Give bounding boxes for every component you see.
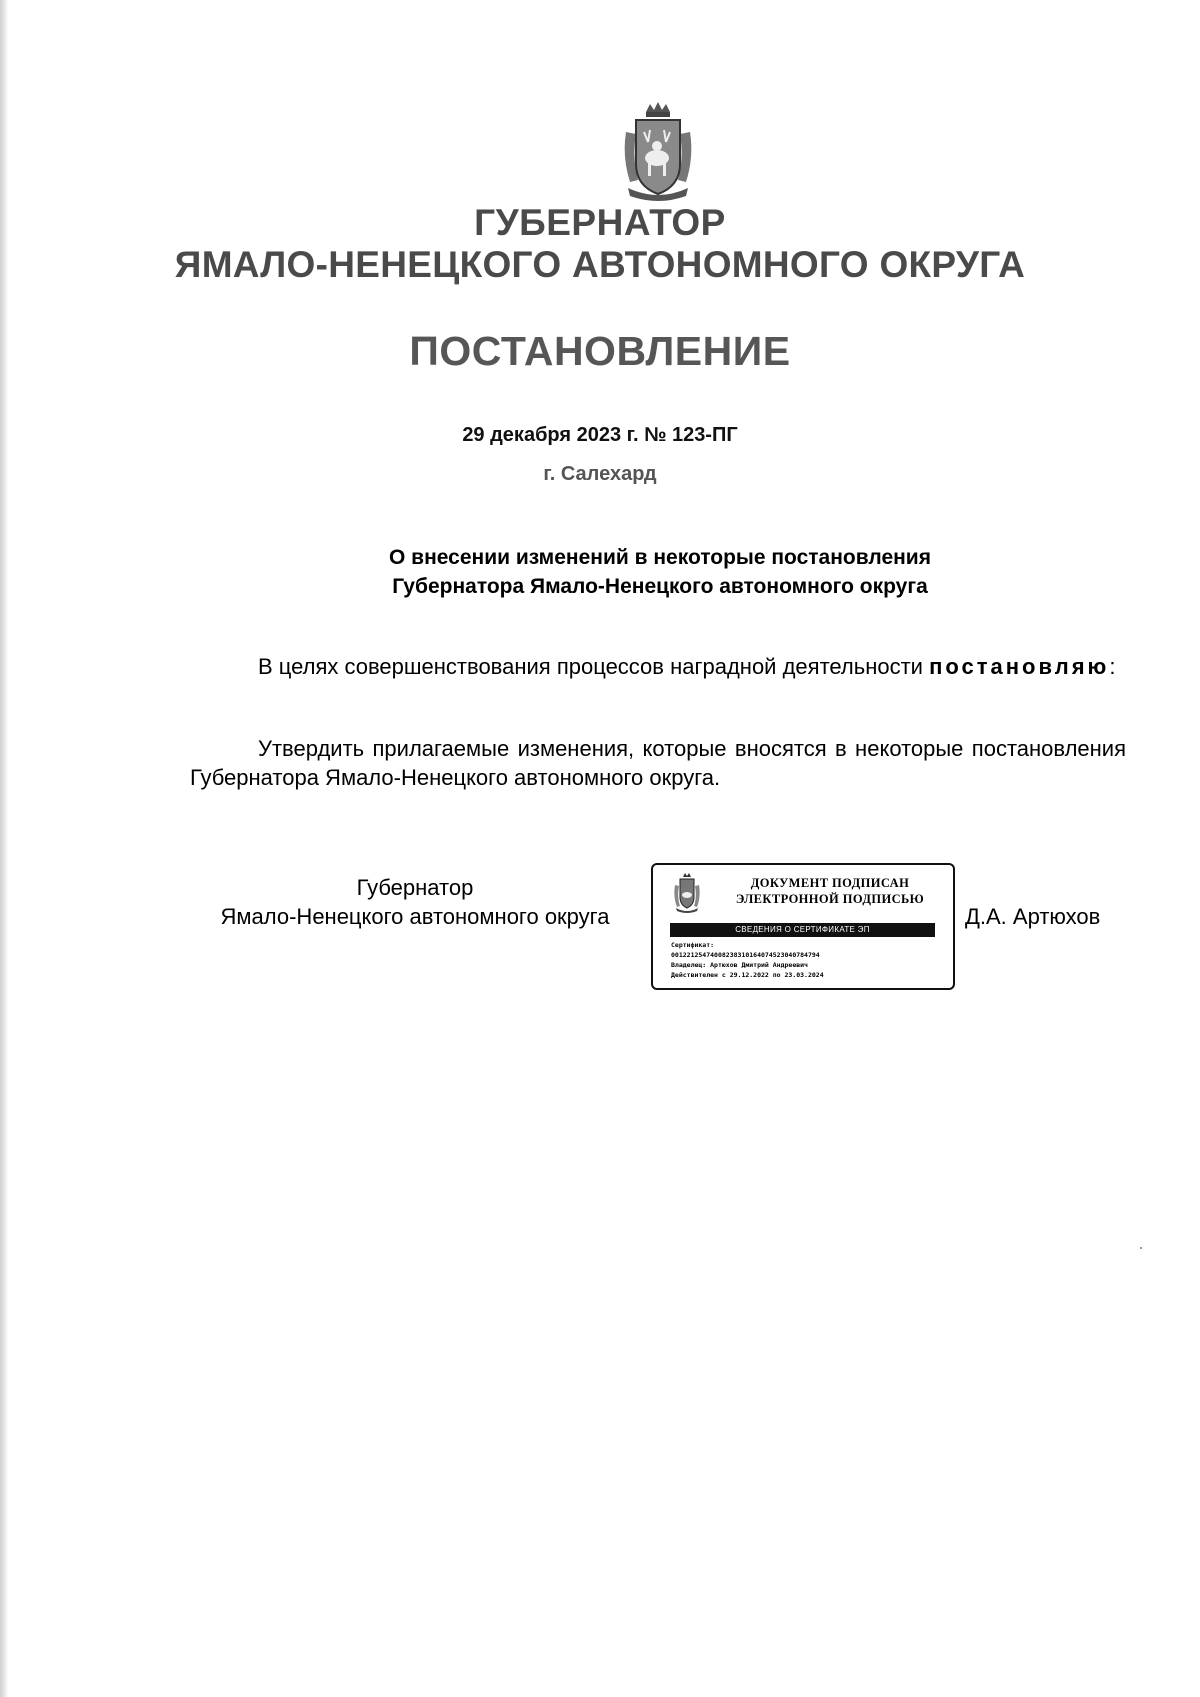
organization-title-line1: ГУБЕРНАТОР bbox=[474, 202, 726, 243]
body-paragraph-1 bbox=[190, 652, 1126, 681]
signer-title bbox=[190, 873, 640, 931]
stamp-heading-line2: ЭЛЕКТРОННОЙ ПОДПИСЬЮ bbox=[735, 892, 925, 906]
document-date-number: 29 декабря 2023 г. № 123-ПГ bbox=[462, 424, 738, 446]
scan-speck bbox=[1140, 1247, 1142, 1249]
paragraph-1-tail: : bbox=[1109, 654, 1116, 679]
stamp-cert-label: Сертификат: bbox=[671, 941, 715, 949]
stamp-certificate-details bbox=[671, 940, 946, 980]
organization-title-line2: ЯМАЛО-НЕНЕЦКОГО АВТОНОМНОГО ОКРУГА bbox=[174, 244, 1026, 285]
document-subject bbox=[190, 543, 1130, 601]
subject-line2: Губернатора Ямало-Ненецкого автономного округа bbox=[392, 575, 928, 598]
stamp-heading bbox=[715, 875, 945, 907]
paragraph-1-emphasis: постановляю bbox=[929, 654, 1110, 679]
paragraph-1-text: В целях совершенствования процессов наградной деятельности bbox=[258, 654, 930, 679]
signer-title-line2: Ямало-Ненецкого автономного округа bbox=[220, 904, 610, 929]
stamp-owner: Владелец: Артюхов Дмитрий Андреевич bbox=[671, 961, 808, 969]
signer-title-line1: Губернатор bbox=[356, 875, 474, 900]
document-city: г. Салехард bbox=[543, 463, 657, 485]
stamp-heading-line1: ДОКУМЕНТ ПОДПИСАН bbox=[750, 876, 910, 890]
stamp-certificate-bar: СВЕДЕНИЯ О СЕРТИФИКАТЕ ЭП bbox=[670, 923, 935, 937]
electronic-signature-stamp bbox=[651, 863, 955, 990]
subject-line1: О внесении изменений в некоторые постановления bbox=[389, 546, 931, 569]
body-paragraph-2: Утвердить прилагаемые изменения, которые вносятся в некоторые постановления Губернатора Ямало-Ненецкого автономного округа. bbox=[190, 736, 1126, 790]
document-type: ПОСТАНОВЛЕНИЕ bbox=[409, 328, 791, 374]
coat-of-arms-icon bbox=[620, 102, 696, 202]
signer-name: Д.А. Артюхов bbox=[965, 904, 1101, 929]
stamp-coat-of-arms-icon bbox=[673, 873, 701, 913]
stamp-validity: Действителен с 29.12.2022 по 23.03.2024 bbox=[671, 971, 824, 979]
stamp-cert-number: 00122125474008238310164074523040784794 bbox=[671, 951, 820, 959]
